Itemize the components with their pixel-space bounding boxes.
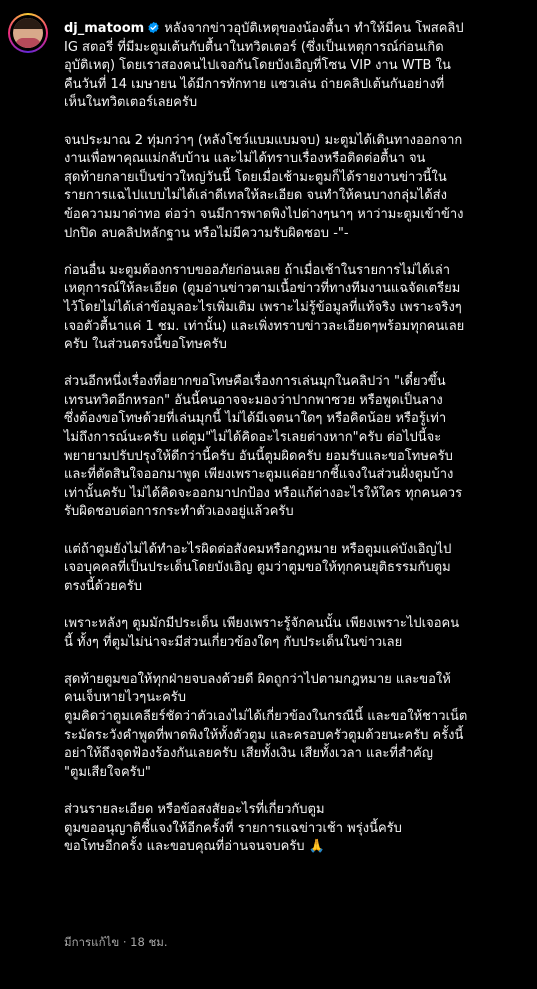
- avatar[interactable]: [8, 13, 48, 53]
- caption-line: สุดท้ายตูมขอให้ทุกฝ่ายจบลงด้วยดี ผิดถูกว่าไปตามกฎหมาย และขอให้: [64, 671, 451, 687]
- caption-paragraph: [64, 132, 520, 244]
- caption-line: ปกปิด ลบคลิปหลักฐาน หรือไม่มีความรับผิดชอบ -"-: [64, 225, 349, 241]
- caption-paragraph: [64, 373, 520, 522]
- caption-line: เหตุการณ์ให้ละเอียด (ตูมอ่านข่าวตามเนื้อข่าวที่ทางทีมงานแฉจัดเตรียม: [64, 281, 461, 297]
- caption-line: นี้ ทั้งๆ ที่ตูมไม่น่าจะมีส่วนเกี่ยวข้องใดๆ กับประเด็นในข่าวเลย: [64, 634, 403, 650]
- caption-line: "ตูมเสียใจครับ": [64, 764, 151, 780]
- caption-line: ตรงนี้ด้วยครับ: [64, 578, 142, 594]
- caption-line: ครับ ในส่วนตรงนี้ขอโทษครับ: [64, 337, 227, 353]
- caption-body: [64, 20, 520, 857]
- caption-paragraph: [64, 39, 520, 113]
- username-link[interactable]: dj_matoom: [64, 21, 145, 36]
- caption-line: แต่ถ้าตูมยังไม่ได้ทำอะไรผิดต่อสังคมหรือกฎหมาย หรือตูมแค่บังเอิญไป: [64, 541, 452, 557]
- caption-line: เทรนทวิตอีกหรอก" อันนี้คนอาจจะมองว่าปากพาซวย หรือพูดเป็นลาง: [64, 392, 443, 408]
- caption-line: อย่าให้ถึงจุดฟ้องร้องกันเลยครับ เสียทั้งเงิน เสียทั้งเวลา และที่สำคัญ: [64, 746, 433, 762]
- edited-label: มีการแก้ไข: [64, 935, 120, 949]
- caption-line: รายการแฉไปแบบไม่ได้เล่าดีเทลให้ละเอียด จนทำให้คนบางกลุ่มได้ส่ง: [64, 188, 447, 204]
- caption-line: เพราะหลังๆ ตูมมักมีประเด็น เพียงเพราะรู้จักคนนั้น เพียงเพราะไปเจอคน: [64, 616, 460, 631]
- caption-line: IG สตอรี่ ที่มีมะตูมเต้นกับตื้นาในทวิตเตอร์ (ซึ่งเป็นเหตุการณ์ก่อนเกิด: [64, 39, 444, 55]
- caption-line: รับผิดชอบต่อการกระทำตัวเองอยู่แล้วครับ: [64, 504, 294, 520]
- caption-line: คืนวันที่ 14 เมษายน ได้มีการทักทาย แซวเล่น ถ่ายคลิปเต้นกันอย่างที่: [64, 76, 445, 92]
- caption-line: ตูมคิดว่าตูมเคลียร์ชัดว่าตัวเองไม่ได้เกี่ยวข้องในกรณีนี้ และขอให้ชาวเน็ต: [64, 708, 468, 724]
- caption-line: ไว้โดยไม่ได้เล่าข้อมูลอะไรเพิ่มเติม เพราะไม่รู้ข้อมูลที่แท้จริง เพราะจริงๆ: [64, 299, 462, 315]
- timestamp[interactable]: 18 ชม.: [130, 935, 168, 949]
- caption-paragraph: [64, 541, 520, 597]
- caption-line: คนเจ็บหายไวๆนะครับ: [64, 690, 187, 706]
- caption-line: สุดท้ายกลายเป็นข่าวใหญ่วันนี้ โดยเมื่อเช้ามะตูมก็ได้รายงานข่าวนี้ใน: [64, 169, 447, 185]
- post-meta: [64, 934, 168, 952]
- caption-line: ก่อนอื่น มะตูมต้องกราบขออภัยก่อนเลย ถ้าเมื่อเช้าในรายการไม่ได้เล่า: [64, 262, 451, 278]
- caption-paragraph: [64, 262, 520, 355]
- meta-separator: ·: [122, 935, 127, 949]
- caption-line: งานเพื่อพาคุณแม่กลับบ้าน และไม่ได้ทราบเรื่องหรือติดต่อตื้นา จน: [64, 151, 426, 167]
- caption-line: ขอโทษอีกครั้ง และขอบคุณที่อ่านจนจบครับ 🙏: [64, 839, 325, 855]
- caption-line: ตูมขออนุญาติชี้แจงให้อีกครั้งที่ รายการแฉข่าวเช้า พรุ่งนี้ครับ: [64, 820, 402, 836]
- caption-line: เจอบุคคลที่เป็นประเด็นโดยบังเอิญ ตูมว่าตูมขอให้ทุกคนยุติธรรมกับตูม: [64, 560, 451, 576]
- caption-line: ซึ่งต้องขอโทษด้วยที่เล่นมุกนี้ ไม่ได้มีเจตนาใดๆ หรือคิดน้อย หรือรู้เท่า: [64, 411, 447, 427]
- caption-line: เห็นในทวิตเตอร์เลยครับ: [64, 95, 198, 111]
- caption-line: ส่วนรายละเอียด หรือข้อสงสัยอะไรที่เกี่ยวกับตูม: [64, 801, 325, 817]
- avatar-photo: [10, 15, 46, 51]
- caption-first-line: [64, 20, 520, 39]
- caption-line: อุบัติเหตุ) โดยเราสองคนไปเจอกันโดยบังเอิญที่โซน VIP งาน WTB ใน: [64, 58, 451, 74]
- caption-line: เจอตัวตื้นาแค่ 1 ชม. เท่านั้น) และเพิ่งทราบข่าวละเอียดๆพร้อมทุกคนเลย: [64, 318, 465, 334]
- caption-line: จนประมาณ 2 ทุ่มกว่าๆ (หลังโชว์แบมแบมจบ) มะตูมได้เดินทางออกจาก: [64, 132, 463, 148]
- caption-first-line-text: หลังจากข่าวอุบัติเหตุของน้องตื้นา ทำให้มีคน โพสคลิป: [164, 21, 464, 36]
- avatar-shirt: [15, 38, 41, 48]
- caption-line: พยายามปรับปรุงให้ดีกว่านี้ครับ อันนี้ตูมผิดครับ ยอมรับและขอโทษครับ: [64, 448, 453, 464]
- caption-line: ข้อความมาด่าทอ ต่อว่า จนมีการพาดพิงไปต่างๆนาๆ หาว่ามะตูมเข้าข้าง: [64, 206, 464, 222]
- avatar-hair: [13, 18, 43, 29]
- avatar-face: [13, 18, 43, 48]
- caption-line: ระมัดระวังคำพูดที่พาดพิงให้ทั้งตัวตูม และครอบครัวตูมด้วยนะครับ ครั้งนี้: [64, 727, 464, 743]
- caption-paragraph: [64, 615, 520, 652]
- caption-line: ไม่ถึงการณ์นะครับ แต่ตูม"ไม่ได้คิดอะไรเลยต่างหาก"ครับ ต่อไปนี้จะ: [64, 430, 442, 446]
- caption-line: เท่านั้นครับ ไม่ได้คิดจะออกมาปกป้อง หรือแก้ต่างอะไรให้ใคร ทุกคนควร: [64, 485, 463, 501]
- caption-paragraph: [64, 671, 520, 783]
- caption-line: และที่ตัดสินใจออกมาพูด เพียงเพราะตูมแค่อยากชี้แจงในส่วนฝั่งตูมบ้าง: [64, 467, 454, 483]
- verified-badge-icon: [147, 21, 160, 34]
- caption-line: ส่วนอีกหนึ่งเรื่องที่อยากขอโทษคือเรื่องการเล่นมุกในคลิปว่า "เดี๋ยวขึ้น: [64, 374, 446, 390]
- caption-paragraph: [64, 801, 520, 857]
